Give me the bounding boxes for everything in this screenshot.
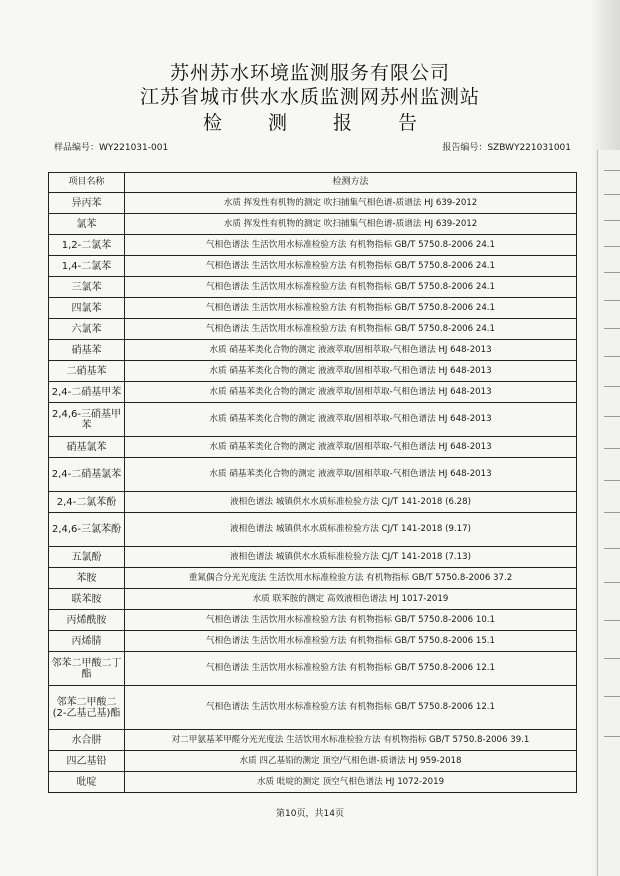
item-name-cell: 苯胺: [49, 568, 125, 589]
method-cell: 气相色谱法 生活饮用水标准检验方法 有机物指标 GB/T 5750.8-2006 24.1: [125, 277, 577, 298]
item-name-cell: 2,4-二硝基氯苯: [49, 458, 125, 492]
table-row: [49, 686, 577, 730]
report-number: 报告编号：SZBWY221031001: [442, 143, 571, 153]
method-cell: 气相色谱法 生活饮用水标准检验方法 有机物指标 GB/T 5750.8-2006 10.1: [125, 610, 577, 631]
item-name-cell: 四氯苯: [49, 298, 125, 319]
method-cell: 水质 挥发性有机物的测定 吹扫捕集气相色谱-质谱法 HJ 639-2012: [125, 193, 577, 214]
item-name-cell: 2,4,6-三氯苯酚: [49, 513, 125, 547]
table-row: [49, 235, 577, 256]
item-name-cell: 联苯胺: [49, 589, 125, 610]
table-row: [49, 772, 577, 793]
method-cell: 水质 挥发性有机物的测定 吹扫捕集气相色谱-质谱法 HJ 639-2012: [125, 214, 577, 235]
table-row: [49, 547, 577, 568]
station-name: 江苏省城市供水水质监测网苏州监测站: [139, 86, 480, 108]
method-cell: 水质 硝基苯类化合物的测定 液液萃取/固相萃取-气相色谱法 HJ 648-2013: [125, 361, 577, 382]
item-name-cell: 丙烯酰胺: [49, 610, 125, 631]
method-cell: 气相色谱法 生活饮用水标准检验方法 有机物指标 GB/T 5750.8-2006 15.1: [125, 631, 577, 652]
method-cell: 水质 硝基苯类化合物的测定 液液萃取/固相萃取-气相色谱法 HJ 648-2013: [125, 340, 577, 361]
method-cell: 水质 联苯胺的测定 高效液相色谱法 HJ 1017-2019: [125, 589, 577, 610]
table-row: [49, 513, 577, 547]
item-name-cell: 水合肼: [49, 730, 125, 751]
method-cell: 水质 硝基苯类化合物的测定 液液萃取/固相萃取-气相色谱法 HJ 648-2013: [125, 458, 577, 492]
table-row: [49, 458, 577, 492]
item-name-cell: 2,4,6-三硝基甲苯: [49, 403, 125, 437]
method-cell: 液相色谱法 城镇供水水质标准检验方法 CJ/T 141-2018 (7.13): [125, 547, 577, 568]
table-row: [49, 340, 577, 361]
item-name-cell: 硝基氯苯: [49, 437, 125, 458]
method-cell: 水质 硝基苯类化合物的测定 液液萃取/固相萃取-气相色谱法 HJ 648-2013: [125, 437, 577, 458]
report-title-char: 检: [202, 112, 222, 134]
method-cell: 水质 硝基苯类化合物的测定 液液萃取/固相萃取-气相色谱法 HJ 648-2013: [125, 382, 577, 403]
item-name-cell: 六氯苯: [49, 319, 125, 340]
method-cell: 气相色谱法 生活饮用水标准检验方法 有机物指标 GB/T 5750.8-2006 24.1: [125, 319, 577, 340]
page-number: 第10页，共14页: [276, 809, 344, 819]
table-row: [49, 298, 577, 319]
method-cell: 气相色谱法 生活饮用水标准检验方法 有机物指标 GB/T 5750.8-2006 24.1: [125, 235, 577, 256]
item-name-cell: 五氯酚: [49, 547, 125, 568]
method-cell: 对二甲氨基苯甲醛分光光度法 生活饮用水标准检验方法 有机物指标 GB/T 5750.8-2006 39.1: [125, 730, 577, 751]
item-name-cell: 1,2-二氯苯: [49, 235, 125, 256]
table-row: [49, 437, 577, 458]
table-row: [49, 730, 577, 751]
header-item-name: 项目名称: [49, 173, 125, 193]
company-name: 苏州苏水环境监测服务有限公司: [169, 62, 450, 84]
table-header-row: [49, 173, 577, 193]
sample-number: 样品编号：WY221031-001: [54, 143, 169, 153]
test-method-table: [48, 172, 577, 793]
item-name-cell: 氯苯: [49, 214, 125, 235]
table-row: [49, 361, 577, 382]
item-name-cell: 丙烯腈: [49, 631, 125, 652]
item-name-cell: 三氯苯: [49, 277, 125, 298]
item-name-cell: 邻苯二甲酸二(2-乙基己基)酯: [49, 686, 125, 730]
report-title-char: 报: [333, 112, 353, 134]
method-cell: 水质 硝基苯类化合物的测定 液液萃取/固相萃取-气相色谱法 HJ 648-2013: [125, 403, 577, 437]
method-cell: 水质 吡啶的测定 顶空气相色谱法 HJ 1072-2019: [125, 772, 577, 793]
method-cell: 水质 四乙基铅的测定 顶空/气相色谱-质谱法 HJ 959-2018: [125, 751, 577, 772]
method-cell: 液相色谱法 城镇供水水质标准检验方法 CJ/T 141-2018 (6.28): [125, 492, 577, 513]
table-row: [49, 214, 577, 235]
report-title-char: 测: [267, 112, 287, 134]
table-row: [49, 319, 577, 340]
item-name-cell: 2,4-二硝基甲苯: [49, 382, 125, 403]
table-row: [49, 631, 577, 652]
item-name-cell: 邻苯二甲酸二丁酯: [49, 652, 125, 686]
table-row: [49, 589, 577, 610]
table-row: [49, 193, 577, 214]
table-row: [49, 751, 577, 772]
item-name-cell: 硝基苯: [49, 340, 125, 361]
header-method: 检测方法: [125, 173, 577, 193]
table-row: [49, 256, 577, 277]
table-row: [49, 277, 577, 298]
table-row: [49, 403, 577, 437]
method-cell: 液相色谱法 城镇供水水质标准检验方法 CJ/T 141-2018 (9.17): [125, 513, 577, 547]
item-name-cell: 四乙基铅: [49, 751, 125, 772]
method-cell: 气相色谱法 生活饮用水标准检验方法 有机物指标 GB/T 5750.8-2006 24.1: [125, 298, 577, 319]
table-row: [49, 492, 577, 513]
item-name-cell: 异丙苯: [49, 193, 125, 214]
method-cell: 气相色谱法 生活饮用水标准检验方法 有机物指标 GB/T 5750.8-2006 12.1: [125, 686, 577, 730]
item-name-cell: 二硝基苯: [49, 361, 125, 382]
report-title-char: 告: [398, 112, 418, 134]
table-row: [49, 610, 577, 631]
table-row: [49, 382, 577, 403]
underlying-page-edge: [597, 150, 620, 876]
table-row: [49, 652, 577, 686]
table-row: [49, 568, 577, 589]
report-title: [0, 108, 620, 135]
item-name-cell: 1,4-二氯苯: [49, 256, 125, 277]
item-name-cell: 2,4-二氯苯酚: [49, 492, 125, 513]
item-name-cell: 吡啶: [49, 772, 125, 793]
method-cell: 气相色谱法 生活饮用水标准检验方法 有机物指标 GB/T 5750.8-2006 24.1: [125, 256, 577, 277]
method-cell: 重氮偶合分光光度法 生活饮用水标准检验方法 有机物指标 GB/T 5750.8-2006 37.2: [125, 568, 577, 589]
method-cell: 气相色谱法 生活饮用水标准检验方法 有机物指标 GB/T 5750.8-2006 12.1: [125, 652, 577, 686]
